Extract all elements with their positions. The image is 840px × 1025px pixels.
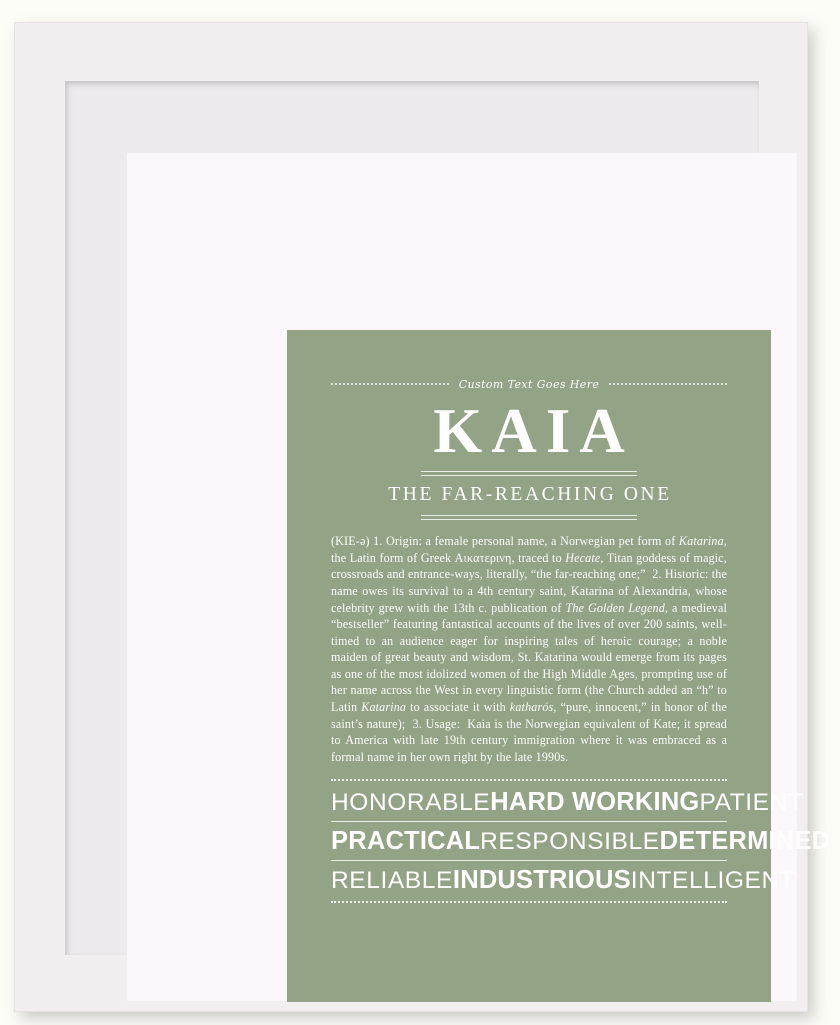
trait: HARD WORKING (490, 788, 700, 817)
custom-text-row (331, 374, 727, 394)
trait: HONORABLE (331, 789, 491, 817)
divider-above-meaning (421, 471, 637, 476)
frame-inner-bevel (65, 81, 831, 955)
art-print-recess (287, 330, 831, 1002)
traits-top-dotted-rule (331, 779, 727, 781)
trait: INDUSTRIOUS (452, 865, 631, 894)
trait-row (331, 824, 831, 858)
dotted-rule-right (609, 383, 727, 386)
traits-bottom-dotted-rule (331, 901, 727, 903)
trait: RELIABLE (331, 866, 453, 894)
trait: DETERMINED (659, 827, 831, 855)
art-print (287, 330, 831, 1002)
trait: INTELLIGENT (630, 866, 796, 894)
name-description: (KIE-ə) 1. Origin: a female personal name, a Norwegian pet form of Katarina, the Latin form of Greek Αικατερινη, traced to Hecate, Titan goddess of magic, crossroads and entrance-ways, literally, “the far-reaching one;” 2. Historic: the name owes its survival to a 4th century saint, Katarina of Alexandria, whose celebrity grew with the 13th c. publication of The Golden Legend, a medieval “bestseller” featuring fantastical accounts of the lives of over 200 saints, well-timed to an audience eager for inspiring tales of heroic courage; a noble maiden of great beauty and wisdom, St. Katarina would emerge from its pages as one of the most idolized women of the High Middle Ages, prompting use of her name across the West in every linguistic form (the Church added an “h” to Latin Katarina to associate it with katharós, “pure, innocent,” in honor of the saint’s nature); 3. Usage: Kaia is the Norwegian equivalent of Kate; it spread to America with late 19th century immigration where it was embraced as a formal name in her own right by the late 1990s. (331, 534, 728, 764)
trait-row (331, 785, 804, 819)
divider-below-meaning (421, 515, 637, 520)
traits-block (331, 779, 831, 903)
traits-divider (331, 821, 727, 822)
custom-text: Custom Text Goes Here (458, 377, 600, 391)
name-title: KAIA (433, 396, 634, 466)
trait-row (331, 863, 796, 897)
picture-frame (14, 22, 831, 1012)
frame-mat (127, 153, 831, 1001)
traits-divider (331, 860, 727, 861)
dotted-rule-left (331, 383, 449, 386)
name-meaning: THE FAR-REACHING ONE (388, 484, 672, 506)
trait: PRACTICAL (331, 827, 481, 855)
trait: PATIENT (699, 789, 804, 817)
trait: RESPONSIBLE (480, 828, 660, 855)
